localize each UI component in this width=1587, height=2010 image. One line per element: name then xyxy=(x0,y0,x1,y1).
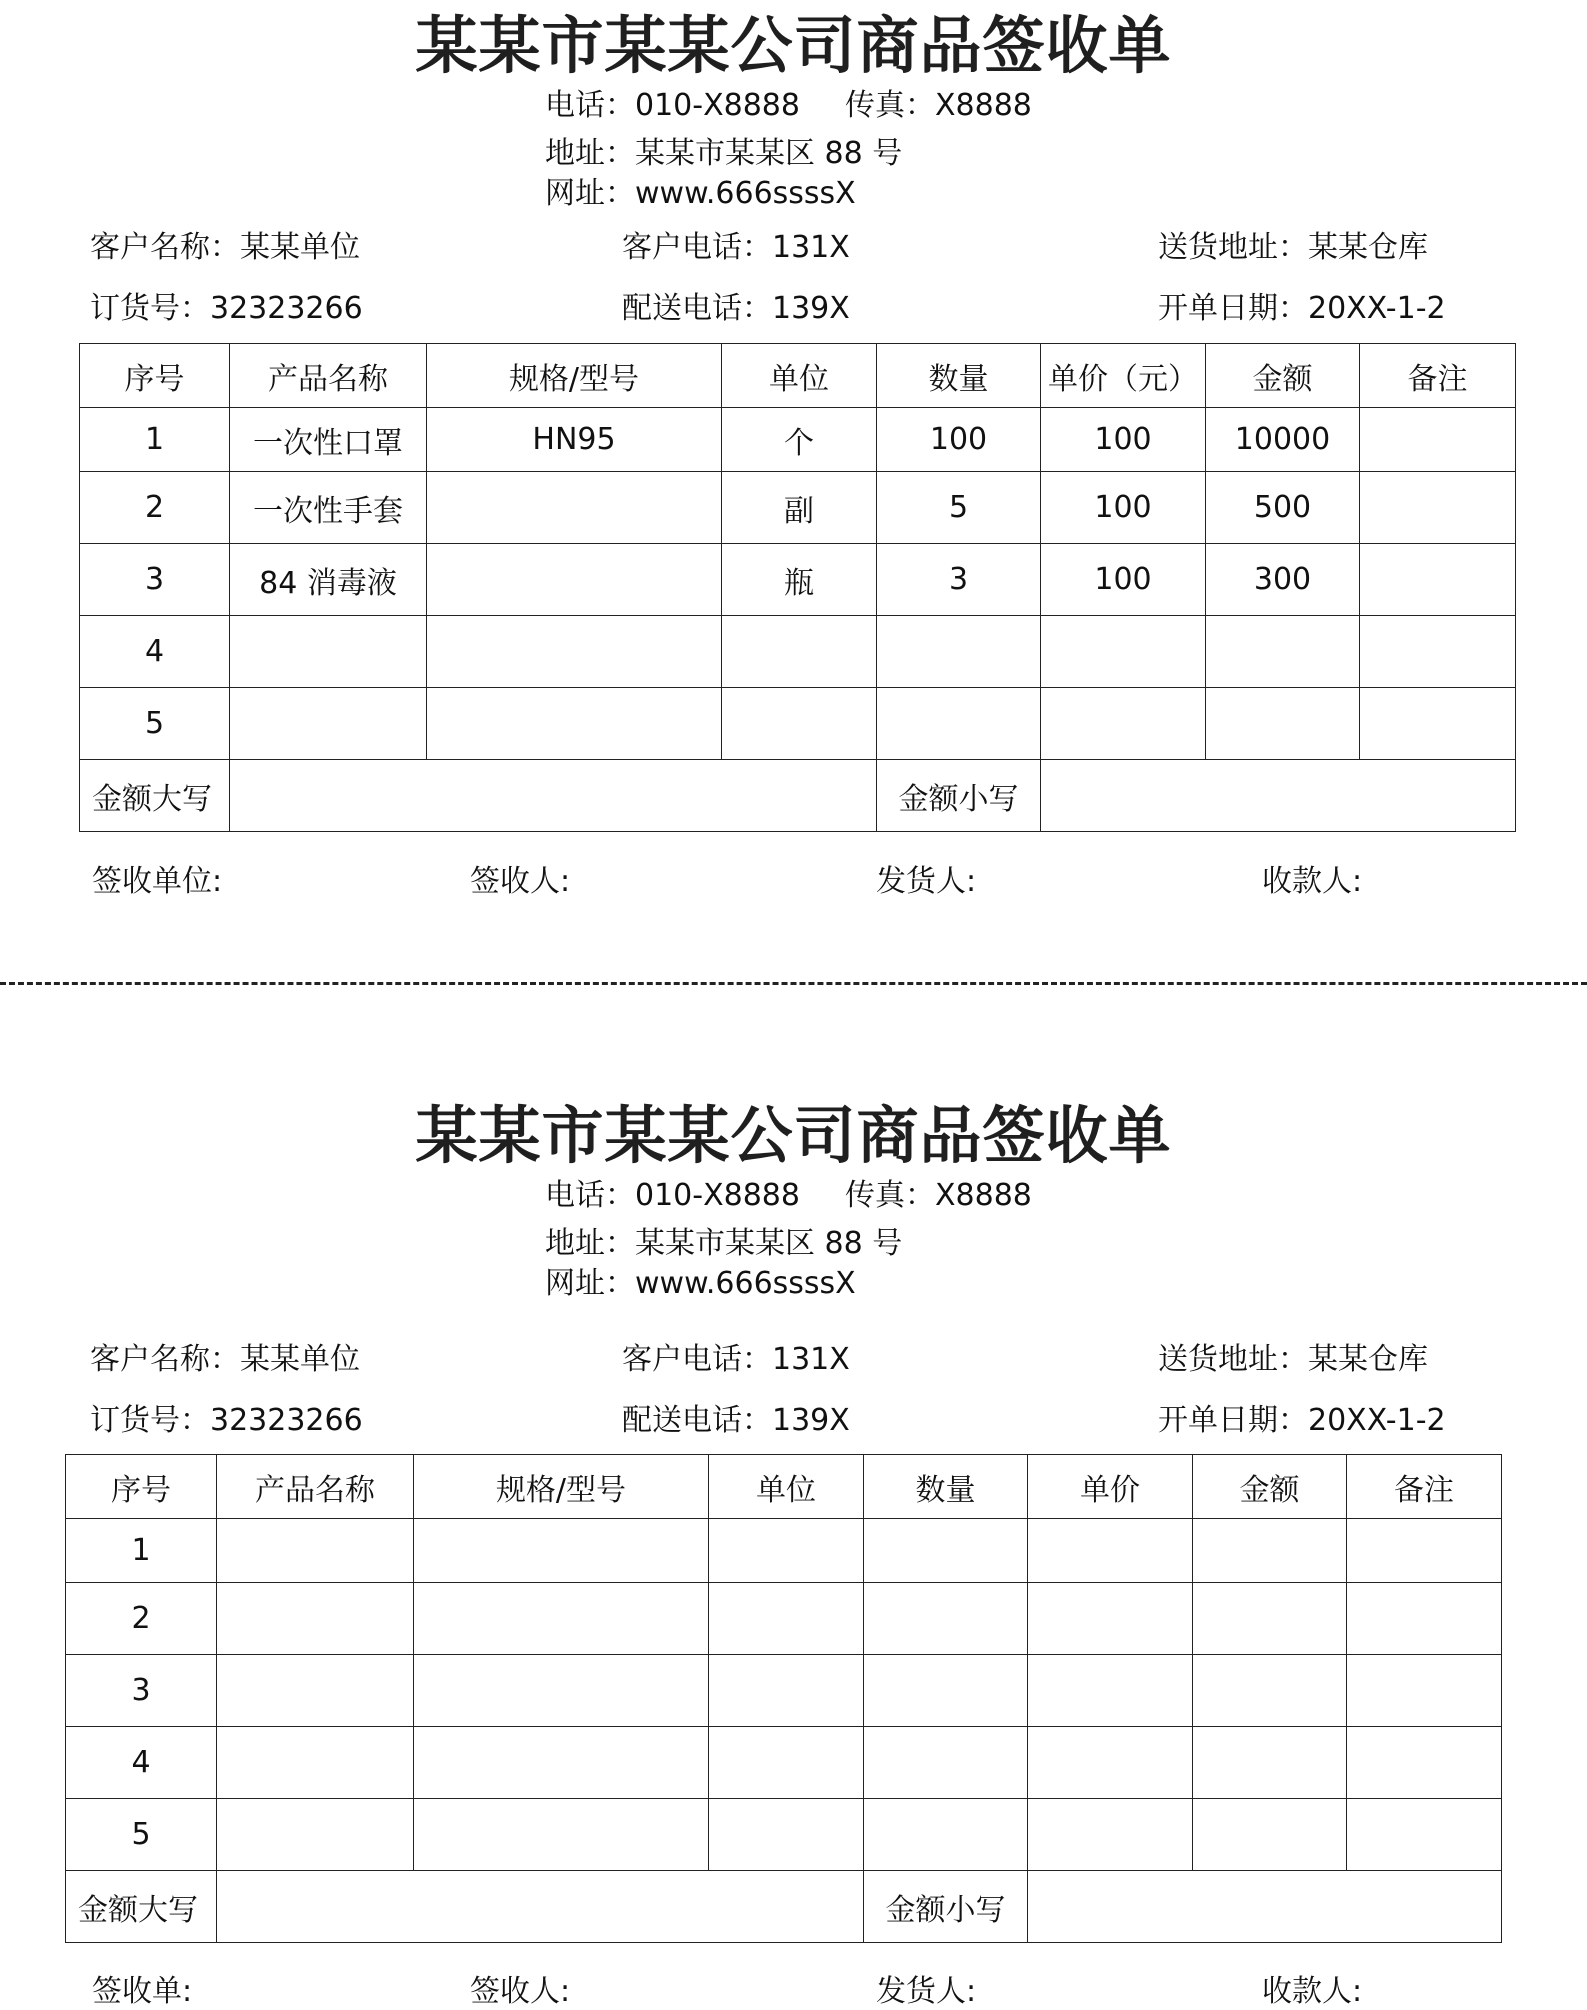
cut-line-divider xyxy=(0,982,1587,985)
cell-amount[interactable] xyxy=(1193,1655,1347,1727)
table-header-row xyxy=(66,1455,1502,1519)
cell-price[interactable] xyxy=(1028,1583,1193,1655)
table-row xyxy=(80,472,1516,544)
cell-remark[interactable] xyxy=(1347,1799,1502,1871)
cell-index: 5 xyxy=(80,688,230,760)
cell-spec xyxy=(427,544,722,616)
cell-product xyxy=(230,616,427,688)
cell-amount: 300 xyxy=(1206,544,1360,616)
customer-phone: 客户电话：131X xyxy=(622,230,850,265)
cell-remark xyxy=(1360,544,1516,616)
cell-remark[interactable] xyxy=(1347,1583,1502,1655)
cell-price[interactable] xyxy=(1028,1727,1193,1799)
cell-product: 84 消毒液 xyxy=(230,544,427,616)
cell-quantity[interactable] xyxy=(864,1519,1028,1583)
cell-price xyxy=(1041,616,1206,688)
header-cell: 序号 xyxy=(66,1455,217,1519)
company-address: 地址：某某市某某区 88 号 xyxy=(545,136,903,171)
sign-person: 签收人: xyxy=(470,1974,571,2009)
table-row xyxy=(66,1655,1502,1727)
delivery-phone: 配送电话：139X xyxy=(622,1403,850,1438)
company-phone: 电话：010-X8888 xyxy=(545,1178,800,1213)
header-cell: 数量 xyxy=(864,1455,1028,1519)
header-cell: 单位 xyxy=(722,344,877,408)
header-cell: 备注 xyxy=(1360,344,1516,408)
table-row xyxy=(66,1727,1502,1799)
company-website: 网址：www.666ssssX xyxy=(545,1266,856,1301)
table-row xyxy=(66,1799,1502,1871)
header-cell: 金额 xyxy=(1206,344,1360,408)
cell-price[interactable] xyxy=(1028,1655,1193,1727)
header-cell: 序号 xyxy=(80,344,230,408)
cell-quantity: 100 xyxy=(877,408,1041,472)
cell-index: 2 xyxy=(66,1583,217,1655)
cell-remark xyxy=(1360,688,1516,760)
header-cell: 单价 xyxy=(1028,1455,1193,1519)
shipper: 发货人: xyxy=(876,864,977,899)
header-cell: 规格/型号 xyxy=(427,344,722,408)
goods-table xyxy=(79,343,1516,832)
cell-remark[interactable] xyxy=(1347,1519,1502,1583)
cell-amount xyxy=(1206,688,1360,760)
cell-spec[interactable] xyxy=(414,1799,709,1871)
cell-amount[interactable] xyxy=(1193,1583,1347,1655)
amount-lower-label: 金额小写 xyxy=(877,760,1041,832)
cell-unit[interactable] xyxy=(709,1799,864,1871)
cell-product[interactable] xyxy=(217,1655,414,1727)
table-row xyxy=(66,1583,1502,1655)
cell-unit: 瓶 xyxy=(722,544,877,616)
payee: 收款人: xyxy=(1262,864,1363,899)
cell-amount xyxy=(1206,616,1360,688)
cell-quantity xyxy=(877,688,1041,760)
cell-amount[interactable] xyxy=(1193,1799,1347,1871)
company-fax: 传真：X8888 xyxy=(845,88,1032,123)
cell-product: 一次性手套 xyxy=(230,472,427,544)
cell-index: 1 xyxy=(80,408,230,472)
cell-price xyxy=(1041,688,1206,760)
form-title: 某某市某某公司商品签收单 xyxy=(415,9,1172,82)
cell-unit[interactable] xyxy=(709,1655,864,1727)
invoice-date: 开单日期：20XX-1-2 xyxy=(1158,1403,1446,1438)
cell-product[interactable] xyxy=(217,1519,414,1583)
delivery-address: 送货地址：某某仓库 xyxy=(1158,1342,1428,1377)
header-cell: 单价（元） xyxy=(1041,344,1206,408)
cell-amount: 500 xyxy=(1206,472,1360,544)
delivery-phone: 配送电话：139X xyxy=(622,291,850,326)
company-website: 网址：www.666ssssX xyxy=(545,176,856,211)
table-row xyxy=(66,1519,1502,1583)
header-cell: 金额 xyxy=(1193,1455,1347,1519)
cell-index: 5 xyxy=(66,1799,217,1871)
sign-unit: 签收单: xyxy=(92,1974,193,2009)
table-row xyxy=(80,408,1516,472)
cell-amount[interactable] xyxy=(1193,1519,1347,1583)
cell-unit: 个 xyxy=(722,408,877,472)
cell-spec[interactable] xyxy=(414,1519,709,1583)
cell-quantity[interactable] xyxy=(864,1727,1028,1799)
invoice-date: 开单日期：20XX-1-2 xyxy=(1158,291,1446,326)
cell-index: 2 xyxy=(80,472,230,544)
table-header-row xyxy=(80,344,1516,408)
amount-upper-label: 金额大写 xyxy=(80,760,230,832)
cell-amount[interactable] xyxy=(1193,1727,1347,1799)
cell-quantity[interactable] xyxy=(864,1583,1028,1655)
header-cell: 产品名称 xyxy=(217,1455,414,1519)
cell-unit xyxy=(722,688,877,760)
company-phone: 电话：010-X8888 xyxy=(545,88,800,123)
customer-name: 客户名称：某某单位 xyxy=(90,230,360,265)
cell-index: 3 xyxy=(80,544,230,616)
cell-spec xyxy=(427,688,722,760)
customer-name: 客户名称：某某单位 xyxy=(90,1342,360,1377)
cell-index: 4 xyxy=(80,616,230,688)
cell-index: 4 xyxy=(66,1727,217,1799)
cell-quantity: 3 xyxy=(877,544,1041,616)
amount-lower-value[interactable] xyxy=(1041,760,1516,832)
cell-unit[interactable] xyxy=(709,1583,864,1655)
amount-upper-label: 金额大写 xyxy=(66,1871,217,1943)
cell-remark xyxy=(1360,408,1516,472)
amount-lower-label: 金额小写 xyxy=(864,1871,1028,1943)
customer-phone: 客户电话：131X xyxy=(622,1342,850,1377)
delivery-address: 送货地址：某某仓库 xyxy=(1158,230,1428,265)
cell-amount: 10000 xyxy=(1206,408,1360,472)
amount-upper-value[interactable] xyxy=(230,760,877,832)
cell-quantity xyxy=(877,616,1041,688)
header-cell: 规格/型号 xyxy=(414,1455,709,1519)
cell-unit xyxy=(722,616,877,688)
cell-spec: HN95 xyxy=(427,408,722,472)
cell-remark xyxy=(1360,472,1516,544)
company-fax: 传真：X8888 xyxy=(845,1178,1032,1213)
company-address: 地址：某某市某某区 88 号 xyxy=(545,1226,903,1261)
header-cell: 产品名称 xyxy=(230,344,427,408)
cell-product[interactable] xyxy=(217,1583,414,1655)
cell-index: 3 xyxy=(66,1655,217,1727)
cell-product xyxy=(230,688,427,760)
cell-index: 1 xyxy=(66,1519,217,1583)
amount-upper-value[interactable] xyxy=(217,1871,864,1943)
header-cell: 备注 xyxy=(1347,1455,1502,1519)
amount-lower-value[interactable] xyxy=(1028,1871,1502,1943)
cell-quantity[interactable] xyxy=(864,1655,1028,1727)
cell-spec[interactable] xyxy=(414,1727,709,1799)
cell-spec[interactable] xyxy=(414,1655,709,1727)
header-cell: 单位 xyxy=(709,1455,864,1519)
header-cell: 数量 xyxy=(877,344,1041,408)
cell-price: 100 xyxy=(1041,472,1206,544)
goods-table xyxy=(65,1454,1502,1943)
cell-quantity[interactable] xyxy=(864,1799,1028,1871)
cell-remark[interactable] xyxy=(1347,1655,1502,1727)
cell-quantity: 5 xyxy=(877,472,1041,544)
sign-unit: 签收单位: xyxy=(92,864,223,899)
cell-spec[interactable] xyxy=(414,1583,709,1655)
cell-unit[interactable] xyxy=(709,1519,864,1583)
cell-product: 一次性口罩 xyxy=(230,408,427,472)
table-row xyxy=(80,688,1516,760)
form-title: 某某市某某公司商品签收单 xyxy=(415,1099,1172,1172)
payee: 收款人: xyxy=(1262,1974,1363,2009)
amount-row xyxy=(80,760,1516,832)
cell-remark[interactable] xyxy=(1347,1727,1502,1799)
cell-product[interactable] xyxy=(217,1727,414,1799)
order-number: 订货号：32323266 xyxy=(90,291,363,326)
cell-spec xyxy=(427,472,722,544)
cell-price: 100 xyxy=(1041,544,1206,616)
shipper: 发货人: xyxy=(876,1974,977,2009)
cell-remark xyxy=(1360,616,1516,688)
cell-price[interactable] xyxy=(1028,1799,1193,1871)
sign-person: 签收人: xyxy=(470,864,571,899)
amount-row xyxy=(66,1871,1502,1943)
cell-unit: 副 xyxy=(722,472,877,544)
cell-product[interactable] xyxy=(217,1799,414,1871)
cell-spec xyxy=(427,616,722,688)
table-row xyxy=(80,616,1516,688)
table-row xyxy=(80,544,1516,616)
cell-price: 100 xyxy=(1041,408,1206,472)
cell-unit[interactable] xyxy=(709,1727,864,1799)
cell-price[interactable] xyxy=(1028,1519,1193,1583)
order-number: 订货号：32323266 xyxy=(90,1403,363,1438)
